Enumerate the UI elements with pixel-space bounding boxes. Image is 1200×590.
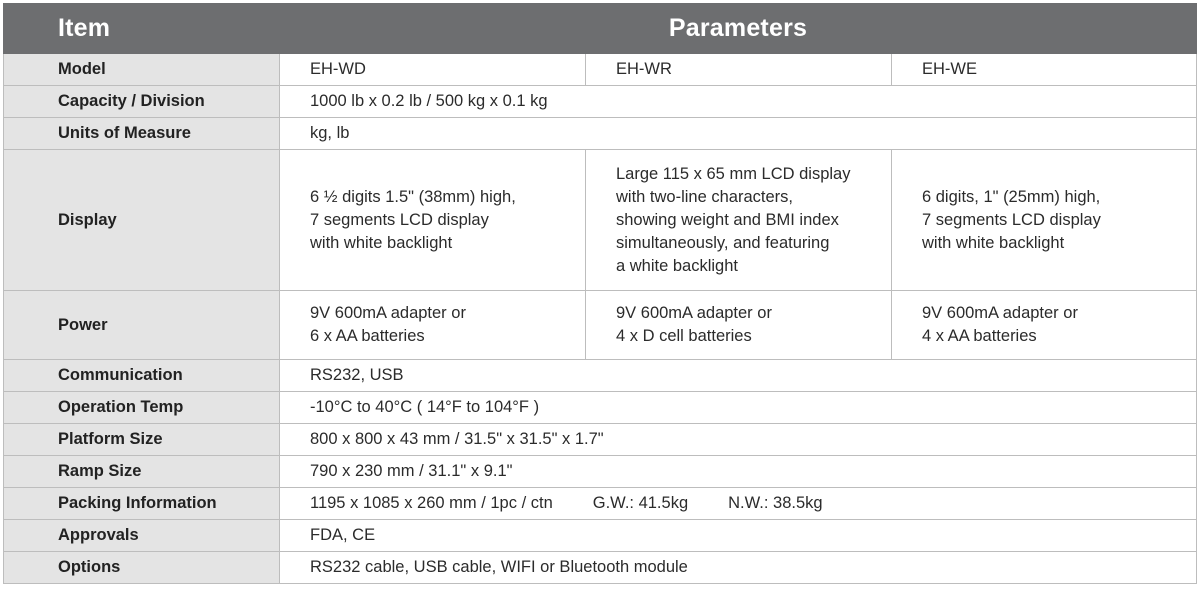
row-label-approvals: Approvals (4, 520, 280, 552)
table-row-packing (4, 488, 1197, 520)
model-value-3: EH-WE (892, 54, 1197, 86)
communication-value: RS232, USB (280, 360, 1197, 392)
row-label-capacity: Capacity / Division (4, 86, 280, 118)
row-label-packing: Packing Information (4, 488, 280, 520)
table-row-units (4, 118, 1197, 150)
table-row-options (4, 552, 1197, 584)
power-value-1: 9V 600mA adapter or 6 x AA batteries (280, 291, 586, 360)
row-label-operation-temp: Operation Temp (4, 392, 280, 424)
display-value-2: Large 115 x 65 mm LCD display with two-line characters, showing weight and BMI index simultaneously, and featuring a white backlight (586, 150, 892, 291)
table-row-operation-temp (4, 392, 1197, 424)
row-label-communication: Communication (4, 360, 280, 392)
item-header: Item (4, 4, 280, 54)
packing-net-weight: N.W.: 38.5kg (728, 494, 823, 512)
packing-dimensions: 1195 x 1085 x 260 mm / 1pc / ctn (310, 494, 553, 512)
operation-temp-value: -10°C to 40°C ( 14°F to 104°F ) (280, 392, 1197, 424)
spec-table (3, 3, 1197, 584)
packing-value (280, 488, 1197, 520)
row-label-platform-size: Platform Size (4, 424, 280, 456)
table-row-platform-size (4, 424, 1197, 456)
table-row-approvals (4, 520, 1197, 552)
row-label-units: Units of Measure (4, 118, 280, 150)
display-value-1: 6 ½ digits 1.5" (38mm) high, 7 segments LCD display with white backlight (280, 150, 586, 291)
packing-gross-weight: G.W.: 41.5kg (592, 494, 689, 512)
table-row-communication (4, 360, 1197, 392)
power-value-3: 9V 600mA adapter or 4 x AA batteries (892, 291, 1197, 360)
table-row-ramp-size (4, 456, 1197, 488)
row-label-power: Power (4, 291, 280, 360)
display-value-3: 6 digits, 1" (25mm) high, 7 segments LCD display with white backlight (892, 150, 1197, 291)
model-value-1: EH-WD (280, 54, 586, 86)
options-value: RS232 cable, USB cable, WIFI or Bluetooth module (280, 552, 1197, 584)
ramp-size-value: 790 x 230 mm / 31.1" x 9.1" (280, 456, 1197, 488)
table-row-model (4, 54, 1197, 86)
parameters-header: Parameters (280, 4, 1197, 54)
row-label-model: Model (4, 54, 280, 86)
power-value-2: 9V 600mA adapter or 4 x D cell batteries (586, 291, 892, 360)
units-value: kg, lb (280, 118, 1197, 150)
header-row (4, 4, 1197, 54)
row-label-ramp-size: Ramp Size (4, 456, 280, 488)
platform-size-value: 800 x 800 x 43 mm / 31.5" x 31.5" x 1.7" (280, 424, 1197, 456)
table-row-power (4, 291, 1197, 360)
approvals-value: FDA, CE (280, 520, 1197, 552)
model-value-2: EH-WR (586, 54, 892, 86)
table-row-capacity (4, 86, 1197, 118)
row-label-display: Display (4, 150, 280, 291)
capacity-value: 1000 lb x 0.2 lb / 500 kg x 0.1 kg (280, 86, 1197, 118)
row-label-options: Options (4, 552, 280, 584)
table-row-display (4, 150, 1197, 291)
